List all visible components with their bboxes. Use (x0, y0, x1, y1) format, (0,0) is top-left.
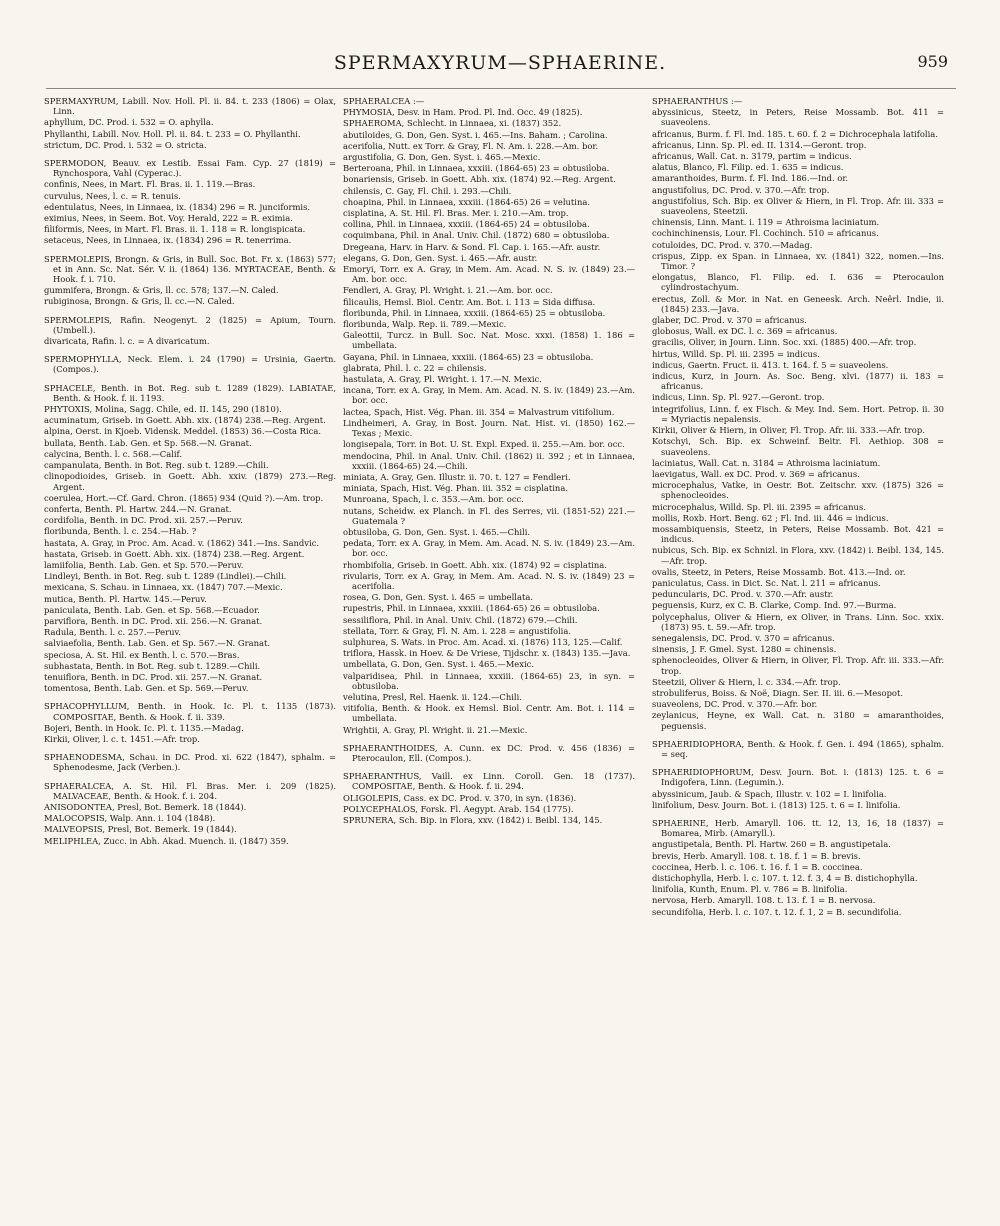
index-entry: conferta, Benth. Pl. Hartw. 244.—N. Granat. (44, 503, 232, 514)
index-entry: paniculatus, Cass. in Dict. Sc. Nat. l. 211 = africanus. (652, 577, 881, 588)
index-entry: Munroana, Spach, l. c. 353.—Am. bor. occ. (343, 494, 524, 505)
index-entry: africanus, Linn. Sp. Pl. ed. II. 1314.—Geront. trop. (652, 139, 867, 150)
index-entry: PHYMOSIA, Desv. in Ham. Prod. Pl. Ind. Occ. 49 (1825). (343, 107, 583, 118)
index-entry: secundifolia, Herb. l. c. 107. t. 12. f. 1, 2 = B. secundifolia. (652, 906, 902, 917)
index-entry: filiformis, Nees, in Mart. Fl. Bras. ii. 1. 118 = R. longispicata. (44, 224, 306, 235)
index-entry: abutiloides, G. Don, Gen. Syst. i. 465.—Ins. Baham. ; Carolina. (343, 129, 608, 140)
index-entry: speciosa, A. St. Hil. ex Benth. l. c. 570.—Bras. (44, 649, 240, 660)
index-entry: coccinea, Herb. l. c. 106. t. 16. f. 1 = B. coccinea. (652, 861, 863, 872)
index-entry: MALOCOPSIS, Walp. Ann. i. 104 (1848). (44, 813, 216, 824)
index-entry: crispus, Zipp. ex Span. in Linnaea, xv. (1841) 322, nomen.—Ins. Timor. ? (652, 250, 944, 272)
index-entry: angustifolius, DC. Prod. v. 370.—Afr. trop. (652, 184, 830, 195)
index-entry: mutica, Benth. Pl. Hartw. 145.—Peruv. (44, 593, 207, 604)
index-entry: nubicus, Sch. Bip. ex Schnizl. in Flora, xxv. (1842) i. Beibl. 134, 145.—Afr. trop. (652, 545, 944, 566)
index-entry: Phyllanthi, Labill. Nov. Holl. Pl. ii. 84. t. 233 = O. Phyllanthi. (44, 128, 301, 139)
index-entry: brevis, Herb. Amaryll. 108. t. 18. f. 1 = B. brevis. (652, 850, 861, 861)
index-entry: floribunda, Walp. Rep. ii. 789.—Mexic. (343, 319, 507, 330)
index-entry: gracilis, Oliver, in Journ. Linn. Soc. xxi. (1885) 400.—Afr. trop. (652, 337, 917, 348)
index-entry: acuminatum, Griseb. in Goett. Abh. xix. (1874) 238.—Reg. Argent. (44, 415, 326, 426)
index-entry: bonariensis, Griseb. in Goett. Abh. xix. (1874) 92.—Reg. Argent. (343, 174, 616, 185)
index-entry: stellata, Torr. & Gray, Fl. N. Am. i. 228 = angustifolia. (343, 625, 571, 636)
index-entry: Kotschyi, Sch. Bip. ex Schweinf. Beitr. Fl. Aethiop. 308 = suaveolens. (652, 436, 944, 457)
index-entry: hastulata, A. Gray, Pl. Wright. i. 17.—N. Mexic. (343, 374, 542, 385)
index-entry: peguensis, Kurz, ex C. B. Clarke, Comp. Ind. 97.—Burma. (652, 600, 897, 611)
index-entry: globosus, Wall. ex DC. l. c. 369 = africanus. (652, 326, 838, 337)
index-entry: sessiliflora, Phil. in Anal. Univ. Chil. (1872) 679.—Chili. (343, 614, 578, 625)
index-entry: Lindheimeri, A. Gray, in Bost. Journ. Nat. Hist. vi. (1850) 162.—Texas ; Mexic. (343, 417, 635, 439)
index-entry: africanus, Wall. Cat. n. 3179, partim = indicus. (652, 151, 852, 162)
index-entry: aphyllum, DC. Prod. i. 532 = O. aphylla. (44, 117, 214, 128)
index-entry: floribunda, Benth. l. c. 254.—Hab. ? (44, 526, 197, 537)
column-right (652, 96, 944, 1216)
index-entry: SPERMODON, Beauv. ex Lestib. Essai Fam. Cyp. 27 (1819) = Rynchospora, Vahl (Cyperac.). (44, 158, 336, 179)
index-entry: elegans, G. Don, Gen. Syst. i. 465.—Afr. austr. (343, 252, 538, 263)
page-header (0, 48, 1000, 78)
index-entry: nervosa, Herb. Amaryll. 108. t. 13. f. 1 = B. nervosa. (652, 895, 876, 906)
index-entry: incana, Torr. ex A. Gray, in Mem. Am. Acad. N. S. iv. (1849) 23.—Am. bor. occ. (343, 385, 635, 406)
index-entry: SPHAEROMA, Schlecht. in Linnaea, xi. (1837) 352. (343, 118, 562, 129)
index-entry: abyssinicum, Jaub. & Spach, Illustr. v. 102 = I. linifolia. (652, 788, 887, 799)
index-entry: SPHAERIDIOPHORUM, Desv. Journ. Bot. i. (1813) 125. t. 6 = Indigofera, Linn. (Legumin.). (652, 767, 944, 788)
page-number: 959 (917, 52, 948, 71)
index-entry: divaricata, Rafin. l. c. = A divaricatum. (44, 336, 210, 347)
index-entry: Fendleri, A. Gray, Pl. Wright. i. 21.—Am. bor. occ. (343, 285, 553, 296)
index-entry: SPHAERALCEA :— (343, 96, 425, 106)
index-entry: integrifolius, Linn. f. ex Fisch. & Mey. Ind. Sem. Hort. Petrop. ii. 30 = Myriactis nepalensis. (652, 403, 944, 424)
index-entry: parviflora, Benth. in DC. Prod. xii. 256.—N. Granat. (44, 615, 263, 626)
index-entry: acerifolia, Nutt. ex Torr. & Gray, Fl. N. Am. i. 228.—Am. bor. (343, 140, 599, 151)
index-entry: obtusiloba, G. Don, Gen. Syst. i. 465.—Chili. (343, 526, 531, 537)
index-entry: amaranthoides, Burm. f. Fl. Ind. 186.—Ind. or. (652, 173, 849, 184)
index-entry: linifolium, Desv. Journ. Bot. i. (1813) 125. t. 6 = I. linifolia. (652, 799, 901, 810)
index-entry: longisepala, Torr. in Bot. U. St. Expl. Exped. ii. 255.—Am. bor. occ. (343, 439, 625, 450)
index-entry: nutans, Scheidw. ex Planch. in Fl. des Serres, vii. (1851-52) 221.—Guatemala ? (343, 505, 635, 526)
index-entry: SPHAERANTHUS :— (652, 96, 743, 106)
index-entry: rivularis, Torr. ex A. Gray, in Mem. Am. Acad. N. S. iv. (1849) 23 = acerifolia. (343, 570, 635, 591)
index-entry: rhombifolia, Griseb. in Goett. Abh. xix. (1874) 92 = cisplatina. (343, 559, 607, 570)
index-entry: rubiginosa, Brongn. & Gris, ll. cc.—N. Caled. (44, 296, 235, 307)
index-entry: coquimbana, Phil. in Anal. Univ. Chil. (1872) 680 = obtusiloba. (343, 230, 610, 241)
index-entry: angustipetala, Benth. Pl. Hartw. 260 = B. angustipetala. (652, 839, 891, 850)
index-entry: OLIGOLEPIS, Cass. ex DC. Prod. v. 370, in syn. (1836). (343, 792, 577, 803)
index-entry: Steetzii, Oliver & Hiern, l. c. 334.—Afr. trop. (652, 676, 841, 687)
index-entry: miniata, A. Gray, Gen. Illustr. ii. 70. t. 127 = Fendleri. (343, 471, 571, 482)
index-entry: strictum, DC. Prod. i. 532 = O. stricta. (44, 139, 207, 150)
index-entry: zeylanicus, Heyne, ex Wall. Cat. n. 3180 = amaranthoides, peguensis. (652, 710, 944, 731)
index-entry: indicus, Gaertn. Fruct. ii. 413. t. 164. f. 5 = suaveolens. (652, 359, 889, 370)
index-entry: choapina, Phil. in Linnaea, xxxiii. (1864-65) 26 = velutina. (343, 196, 590, 207)
index-entry: argustifolia, G. Don, Gen. Syst. i. 465.—Mexic. (343, 152, 541, 163)
index-entry: alatus, Blanco, Fl. Filip. ed. 1. 635 = indicus. (652, 162, 844, 173)
index-entry: eximius, Nees, in Seem. Bot. Voy. Herald, 222 = R. eximia. (44, 213, 293, 224)
index-entry: lactea, Spach, Hist. Vég. Phan. iii. 354 = Malvastrum vitifolium. (343, 406, 615, 417)
index-entry: miniata, Spach, Hist. Vég. Phan. iii. 352 = cisplatina. (343, 483, 568, 494)
index-entry: chinensis, Linn. Mant. i. 119 = Athroisma laciniatum. (652, 217, 880, 228)
index-entry: setaceus, Nees, in Linnaea, ix. (1834) 296 = R. tenerrima. (44, 235, 292, 246)
index-entry: vitifolia, Benth. & Hook. ex Hemsl. Biol. Centr. Am. Bot. i. 114 = umbellata. (343, 703, 635, 724)
index-entry: lamiifolia, Benth. Lab. Gen. et Sp. 570.—Peruv. (44, 559, 244, 570)
running-title: SPERMAXYRUM—SPHAERINE. (333, 52, 667, 74)
index-entry: indicus, Linn. Sp. Pl. 927.—Geront. trop. (652, 392, 825, 403)
index-entry: MALVEOPSIS, Presl, Bot. Bemerk. 19 (1844). (44, 824, 237, 835)
index-entry: Dregeana, Harv. in Harv. & Sond. Fl. Cap. i. 165.—Afr. austr. (343, 241, 601, 252)
index-entry: collina, Phil. in Linnaea, xxxiii. (1864-65) 24 = obtusiloba. (343, 219, 590, 230)
index-entry: suaveolens, DC. Prod. v. 370.—Afr. bor. (652, 699, 818, 710)
index-entry: Bojeri, Benth. in Hook. Ic. Pl. t. 1135.—Madag. (44, 722, 244, 733)
index-entry: clinopodioides, Griseb. in Goett. Abh. xxiv. (1879) 273.—Reg. Argent. (44, 471, 336, 492)
index-entry: laevigatus, Wall. ex DC. Prod. v. 369 = africanus. (652, 468, 860, 479)
index-entry: hastata, Griseb. in Goett. Abh. xix. (1874) 238.—Reg. Argent. (44, 548, 305, 559)
index-entry: Kirkii, Oliver, l. c. t. 1451.—Afr. trop. (44, 733, 200, 744)
index-entry: senegalensis, DC. Prod. v. 370 = africanus. (652, 632, 835, 643)
index-entry: mossambiquensis, Steetz, in Peters, Reise Mossamb. Bot. 421 = indicus. (652, 523, 944, 545)
index-entry: subhastata, Benth. in Bot. Reg. sub t. 1289.—Chili. (44, 660, 261, 671)
index-entry: bullata, Benth. Lab. Gen. et Sp. 568.—N. Granat. (44, 437, 252, 448)
index-entry: tenuiflora, Benth. in DC. Prod. xii. 257.—N. Granat. (44, 671, 263, 682)
index-entry: sphenocleoides, Oliver & Hiern, in Oliver, Fl. Trop. Afr. iii. 333.—Afr. trop. (652, 655, 944, 676)
index-entry: Lindleyi, Benth. in Bot. Reg. sub t. 1289 (Lindlei).—Chili. (44, 571, 287, 582)
index-entry: gummifera, Brongn. & Gris, ll. cc. 578; 137.—N. Caled. (44, 285, 279, 296)
index-entry: sinensis, J. F. Gmel. Syst. 1280 = chinensis. (652, 644, 837, 655)
index-entry: Gayana, Phil. in Linnaea, xxxiii. (1864-65) 23 = obtusiloba. (343, 351, 594, 362)
index-entry: glabrata, Phil. l. c. 22 = chilensis. (343, 362, 487, 373)
index-entry: SPHAERINE, Herb. Amaryll. 106. tt. 12, 13, 16, 18 (1837) = Bomarea, Mirb. (Amaryll.). (652, 818, 944, 839)
index-entry: coerulea, Hort.—Cf. Gard. Chron. (1865) 934 (Quid ?).—Am. trop. (44, 492, 324, 503)
index-entry: SPHAENODESMA, Schau. in DC. Prod. xi. 622 (1847), sphalm. = Sphenodesme, Jack (Verben.). (44, 752, 336, 773)
index-entry: Wrightii, A. Gray, Pl. Wright. ii. 21.—Mexic. (343, 724, 528, 735)
index-entry: mollis, Roxb. Hort. Beng. 62 ; Fl. Ind. iii. 446 = indicus. (652, 512, 889, 523)
index-entry: floribunda, Phil. in Linnaea, xxxiii. (1864-65) 25 = obtusiloba. (343, 307, 606, 318)
index-entry: SPRUNERA, Sch. Bip. in Flora, xxv. (1842) i. Beibl. 134, 145. (343, 815, 603, 825)
index-entry: campanulata, Benth. in Bot. Reg. sub t. 1289.—Chili. (44, 460, 269, 471)
index-entry: SPERMOLEPIS, Rafin. Neogenyt. 2 (1825) = Apium, Tourn. (Umbell.). (44, 314, 336, 335)
index-entry: SPHAERALCEA, A. St. Hil. Fl. Bras. Mer. i. 209 (1825). MALVACEAE, Benth. & Hook. f. i. 204. (44, 780, 336, 801)
index-entry: hirtus, Willd. Sp. Pl. iii. 2395 = indicus. (652, 348, 820, 359)
index-entry: rosea, G. Don, Gen. Syst. i. 465 = umbellata. (343, 592, 533, 603)
index-entry: SPHACOPHYLLUM, Benth. in Hook. Ic. Pl. t. 1135 (1873). COMPOSITAE, Benth. & Hook. f. ii. 339. (44, 701, 336, 722)
header-rule (46, 88, 956, 89)
index-entry: valparidisea, Phil. in Linnaea, xxxiii. (1864-65) 23, in syn. = obtusiloba. (343, 670, 635, 691)
index-entry: distichophylla, Herb. l. c. 107. t. 12. f. 3, 4 = B. distichophylla. (652, 873, 918, 884)
index-entry: umbellata, G. Don, Gen. Syst. i. 465.—Mexic. (343, 659, 535, 670)
index-entry: pedata, Torr. ex A. Gray, in Mem. Am. Acad. N. S. iv. (1849) 23.—Am. bor. occ. (343, 538, 635, 559)
index-entry: elongatus, Blanco, Fl. Filip. ed. I. 636 = Pterocaulon cylindrostachyum. (652, 272, 944, 293)
index-entry: microcephalus, Vatke, in Oestr. Bot. Zeitschr. xxv. (1875) 326 = sphenocleoides. (652, 480, 944, 501)
index-entry: velutina, Presl, Rel. Haenk. ii. 124.—Chili. (343, 691, 522, 702)
index-entry: peduncularis, DC. Prod. v. 370.—Afr. austr. (652, 589, 834, 600)
index-entry: africanus, Burm. f. Fl. Ind. 185. t. 60. f. 2 = Dichrocephala latifolia. (652, 128, 938, 139)
index-entry: SPERMAXYRUM, Labill. Nov. Holl. Pl. ii. 84. t. 233 (1806) = Olax, Linn. (44, 96, 336, 117)
index-entry: SPHAERANTHOIDES, A. Cunn. ex DC. Prod. v. 456 (1836) = Pterocaulon, Ell. (Compos.). (343, 742, 635, 763)
index-entry: curvulus, Nees, l. c. = R. tenuis. (44, 190, 181, 201)
index-entry: ovalis, Steetz, in Peters, Reise Mossamb. Bot. 413.—Ind. or. (652, 566, 906, 577)
index-entry: SPERMOLEPIS, Brongn. & Gris, in Bull. Soc. Bot. Fr. x. (1863) 577; et in Ann. Sc. Nat. Sér. V. ii. (1864) 136. MYRTACEAE, Benth. & Hook. f. i. 710. (44, 253, 336, 285)
index-entry: microcephalus, Willd. Sp. Pl. iii. 2395 = africanus. (652, 501, 866, 512)
index-entry: chilensis, C. Gay, Fl. Chil. i. 293.—Chili. (343, 185, 512, 196)
index-entry: linifolia, Kunth, Enum. Pl. v. 786 = B. linifolia. (652, 884, 848, 895)
index-entry: glaber, DC. Prod. v. 370 = africanus. (652, 315, 807, 326)
index-entry: SPHAERANTHUS, Vaill. ex Linn. Coroll. Gen. 18 (1737). COMPOSITAE, Benth. & Hook. f. ii. 294. (343, 771, 635, 792)
index-entry: SPHAERIDIOPHORA, Benth. & Hook. f. Gen. i. 494 (1865), sphalm. = seq. (652, 738, 944, 759)
index-entry: Radula, Benth. l. c. 257.—Peruv. (44, 627, 181, 638)
index-entry: POLYCEPHALOS, Forsk. Fl. Aegypt. Arab. 154 (1775). (343, 803, 574, 814)
index-entry: PHYTOXIS, Molina, Sagg. Chile, ed. II. 145, 290 (1810). (44, 404, 282, 415)
index-entry: polycephalus, Oliver & Hiern, ex Oliver, in Trans. Linn. Soc. xxix. (1873) 95. t. 59.—Afr. trop. (652, 611, 944, 632)
index-entry: rupestris, Phil. in Linnaea, xxxiii. (1864-65) 26 = obtusiloba. (343, 603, 600, 614)
index-entry: calycina, Benth. l. c. 568.—Calif. (44, 448, 183, 459)
index-entry: Kirkii, Oliver & Hiern, in Oliver, Fl. Trop. Afr. iii. 333.—Afr. trop. (652, 425, 925, 436)
index-entry: mexicana, S. Schau. in Linnaea, xx. (1847) 707.—Mexic. (44, 582, 283, 593)
index-entry: alpina, Oerst. in Kjoeb. Vidensk. Meddel. (1853) 36.—Costa Rica. (44, 426, 322, 437)
index-entry: strobuliferus, Boiss. & Noë, Diagn. Ser. II. iii. 6.—Mesopot. (652, 687, 903, 698)
index-entry: Emoryi, Torr. ex A. Gray, in Mem. Am. Acad. N. S. iv. (1849) 23.—Am. bor. occ. (343, 264, 635, 285)
index-entry: Galeottii, Turcz. in Bull. Soc. Nat. Mosc. xxxi. (1858) 1. 186 = umbellata. (343, 330, 635, 351)
index-entry: Berteroana, Phil. in Linnaea, xxxiii. (1864-65) 23 = obtusiloba. (343, 163, 610, 174)
index-entry: cisplatina, A. St. Hil. Fl. Bras. Mer. i. 210.—Am. trop. (343, 208, 569, 219)
index-entry: ANISODONTEA, Presl, Bot. Bemerk. 18 (1844). (44, 801, 247, 812)
index-entry: abyssinicus, Steetz, in Peters, Reise Mossamb. Bot. 411 = suaveolens. (652, 107, 944, 128)
index-entry: cotuloides, DC. Prod. v. 370.—Madag. (652, 239, 813, 250)
index-entry: SPERMOPHYLLA, Neck. Elem. i. 24 (1790) = Ursinia, Gaertn. (Compos.). (44, 354, 336, 375)
index-entry: filicaulis, Hemsl. Biol. Centr. Am. Bot. i. 113 = Sida diffusa. (343, 296, 596, 307)
index-entry: edentulatus, Nees, in Linnaea, ix. (1834) 296 = R. junciformis. (44, 201, 311, 212)
index-entry: cordifolia, Benth. in DC. Prod. xii. 257.—Peruv. (44, 515, 243, 526)
index-entry: hastata, A. Gray, in Proc. Am. Acad. v. (1862) 341.—Ins. Sandvic. (44, 537, 320, 548)
index-entry: sulphurea, S. Wats. in Proc. Am. Acad. xi. (1876) 113, 125.—Calif. (343, 636, 623, 647)
index-entry: erectus, Zoll. & Mor. in Nat. en Geneesk. Arch. Neêrl. Indie, ii. (1845) 233.—Java. (652, 293, 944, 314)
column-middle (343, 96, 635, 1216)
index-entry: salviaefolia, Benth. Lab. Gen. et Sp. 567.—N. Granat. (44, 638, 270, 649)
index-entry: tomentosa, Benth. Lab. Gen. et Sp. 569.—Peruv. (44, 683, 249, 694)
index-entry: mendocina, Phil. in Anal. Univ. Chil. (1862) ii. 392 ; et in Linnaea, xxxiii. (1864-65) 24.—Chili. (343, 450, 635, 471)
index-entry: triflora, Hassk. in Hoev. & De Vriese, Tijdschr. x. (1843) 135.—Java. (343, 648, 631, 659)
index-entry: confinis, Nees, in Mart. Fl. Bras. ii. 1. 119.—Bras. (44, 179, 256, 190)
index-entry: angustifolius, Sch. Bip. ex Oliver & Hiern, in Fl. Trop. Afr. iii. 333 = suaveolens, Steetzii. (652, 195, 944, 217)
index-entry: laciniatus, Wall. Cat. n. 3184 = Athroisma laciniatum. (652, 457, 881, 468)
index-entry: paniculata, Benth. Lab. Gen. et Sp. 568.—Ecuador. (44, 604, 260, 615)
column-left (44, 96, 336, 1216)
index-entry: cochinchinensis, Lour. Fl. Cochinch. 510 = africanus. (652, 228, 879, 239)
index-entry: MELIPHLEA, Zucc. in Abh. Akad. Muench. ii. (1847) 359. (44, 835, 289, 846)
index-entry: indicus, Kurz, in Journ. As. Soc. Beng. xlvi. (1877) ii. 183 = africanus. (652, 371, 944, 392)
index-entry: SPHACELE, Benth. in Bot. Reg. sub t. 1289 (1829). LABIATAE, Benth. & Hook. f. ii. 1193. (44, 382, 336, 403)
